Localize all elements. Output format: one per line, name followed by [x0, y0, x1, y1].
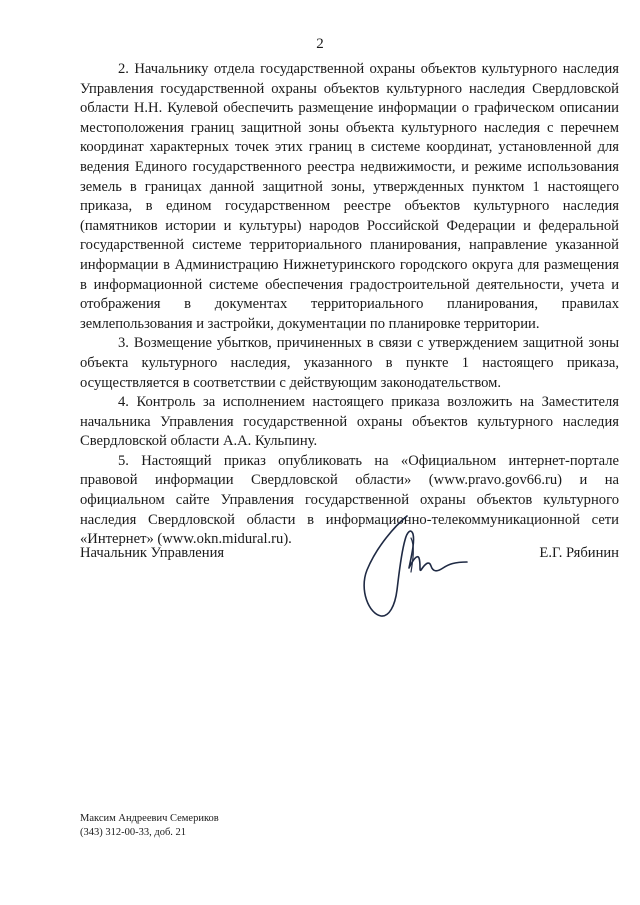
contact-person: Максим Андреевич Семериков	[80, 813, 219, 824]
paragraph-4: 4. Контроль за исполнением настоящего приказа возложить на Заместителя начальника Управления государственной охраны объектов культурного наследия Свердловской области А.А. Кульпину.	[80, 394, 619, 450]
page-number: 2	[316, 36, 324, 52]
paragraph-2: 2. Начальнику отдела государственной охраны объектов культурного наследия Управления государственной охраны объектов культурного наследия Свердловской области Н.Н. Кулевой обеспечить размещение информации о графическом описании местоположения границ защитной зоны объекта культурного наследия с перечнем координат характерных точек этих границ в системе координат, установленной для ведения Единого государственного реестра недвижимости, и режиме использования земель в границах данной защитной зоны, утвержденных пунктом 1 настоящего приказа, в едином государственном реестре объектов культурного наследия (памятников истории и культуры) народов Российской Федерации и федеральной государственной системе территориального планирования, направление указанной информации в Администрацию Нижнетуринского городского округа для размещения в информационной системе обеспечения градостроительной деятельности, учета и отображения в документах территориального планирования, правилах землепользования и застройки, документации по планировке территории.	[80, 61, 619, 332]
signer-position: Начальник Управления	[80, 545, 225, 561]
paragraph-3: 3. Возмещение убытков, причиненных в связи с утверждением защитной зоны объекта культурного наследия, указанного в пункте 1 настоящего приказа, осуществляется в соответствии с действующим законодательством.	[80, 335, 619, 391]
contact-info	[80, 812, 219, 840]
handwritten-signature	[355, 510, 475, 622]
contact-phone: (343) 312-00-33, доб. 21	[80, 827, 187, 838]
paragraph-5: 5. Настоящий приказ опубликовать на «Официальном интернет-портале правовой информации Свердловской области» (www.pravo.gov66.ru) и на официальном сайте Управления государственной охраны объектов культурного наследия Свердловской области в информационно-телекоммуникационной сети «Интернет» (www.okn.midural.ru).	[80, 452, 619, 548]
signer-name: Е.Г. Рябинин	[539, 545, 619, 561]
document-body	[80, 60, 619, 550]
